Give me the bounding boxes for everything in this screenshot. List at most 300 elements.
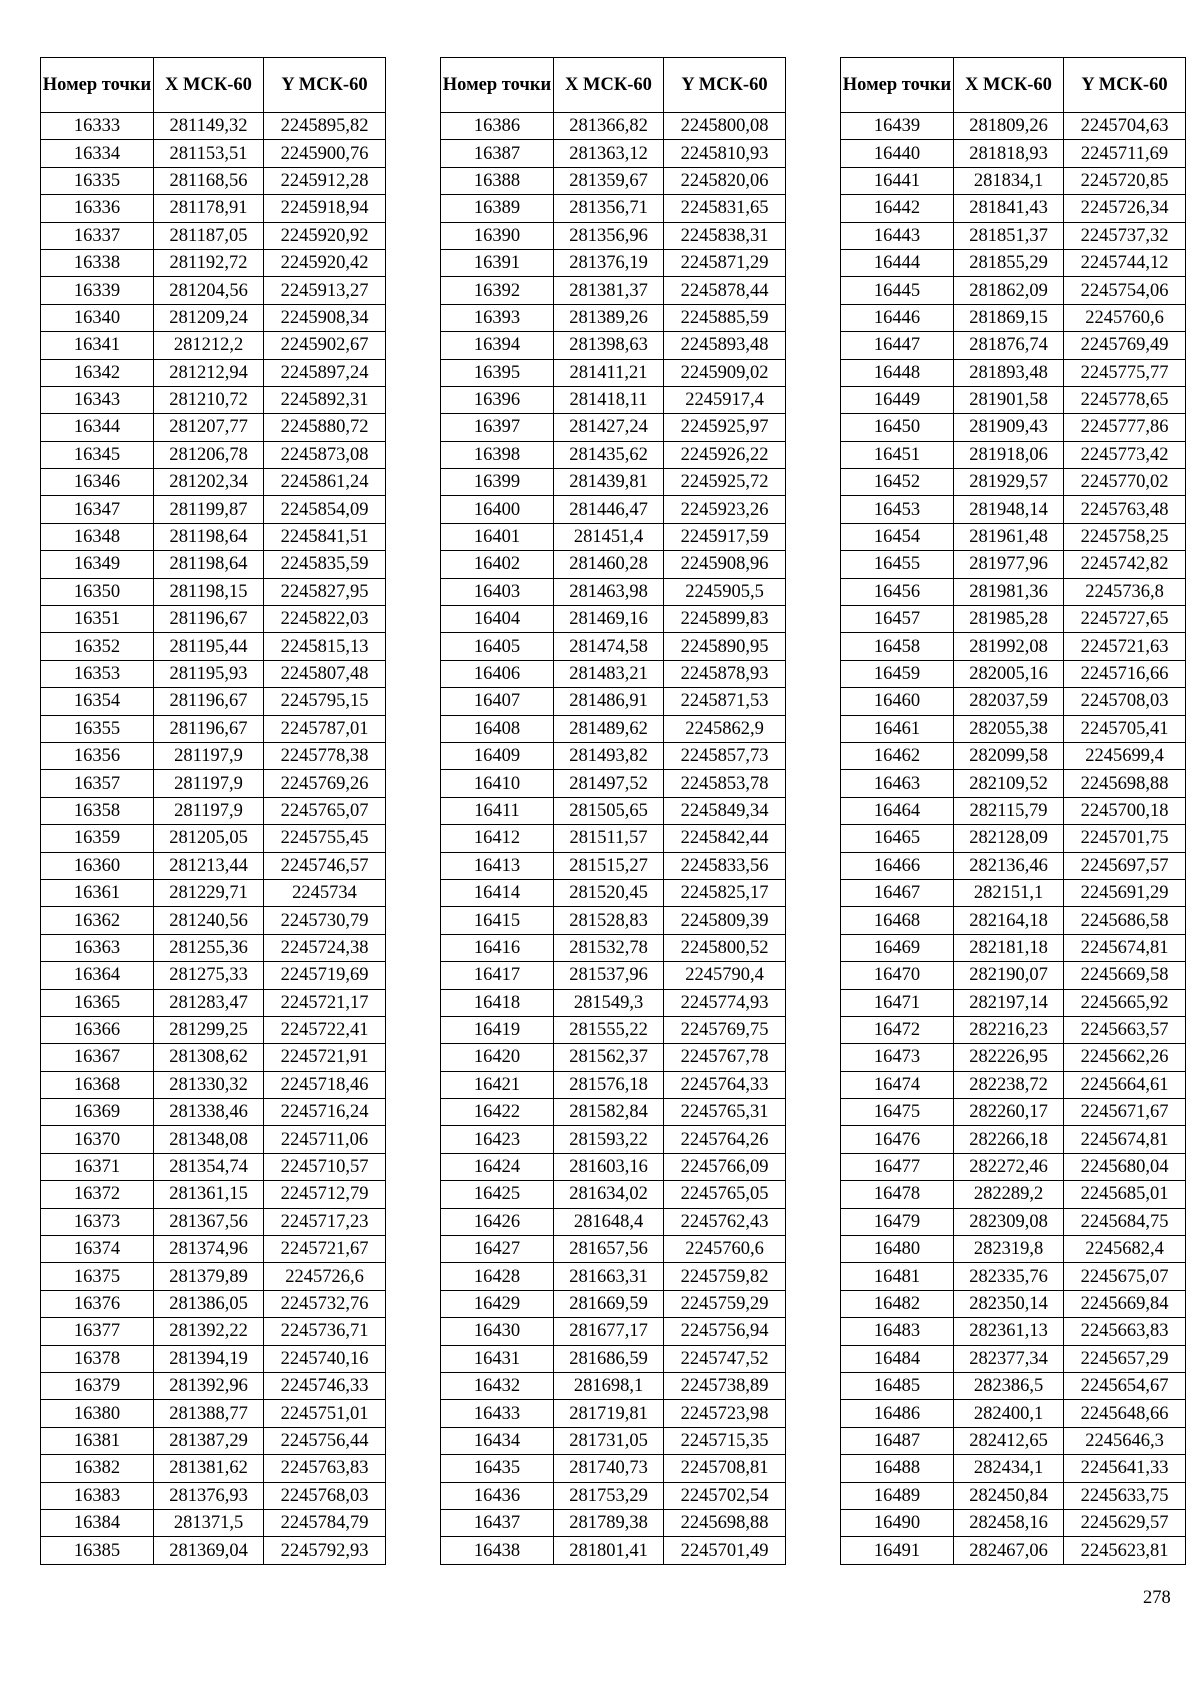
table-row: [441, 167, 786, 194]
point-number-cell: 16418: [441, 989, 554, 1016]
x-coordinate-cell: 281411,21: [554, 359, 664, 386]
y-coordinate-cell: 2245770,02: [1064, 469, 1186, 496]
table-row: [41, 551, 386, 578]
y-coordinate-cell: 2245701,75: [1064, 825, 1186, 852]
y-coordinate-cell: 2245648,66: [1064, 1400, 1186, 1427]
x-coordinate-cell: 282272,46: [954, 1153, 1064, 1180]
table-row: [41, 770, 386, 797]
table-row: [41, 359, 386, 386]
point-number-cell: 16390: [441, 222, 554, 249]
point-number-cell: 16479: [841, 1208, 954, 1235]
table-row: [441, 469, 786, 496]
x-coordinate-cell: 281460,28: [554, 551, 664, 578]
x-coordinate-cell: 282266,18: [954, 1126, 1064, 1153]
y-coordinate-cell: 2245701,49: [664, 1537, 786, 1564]
x-coordinate-cell: 282434,1: [954, 1455, 1064, 1482]
x-coordinate-cell: 282164,18: [954, 907, 1064, 934]
table-row: [441, 1208, 786, 1235]
x-coordinate-cell: 281371,5: [154, 1509, 264, 1536]
y-coordinate-cell: 2245712,79: [264, 1181, 386, 1208]
point-number-cell: 16451: [841, 441, 954, 468]
y-coordinate-cell: 2245912,28: [264, 167, 386, 194]
point-number-cell: 16464: [841, 797, 954, 824]
table-row: [841, 1263, 1186, 1290]
y-coordinate-cell: 2245720,85: [1064, 167, 1186, 194]
point-number-cell: 16365: [41, 989, 154, 1016]
y-coordinate-cell: 2245765,05: [664, 1181, 786, 1208]
x-coordinate-cell: 281493,82: [554, 742, 664, 769]
point-number-cell: 16472: [841, 1016, 954, 1043]
x-coordinate-cell: 281389,26: [554, 304, 664, 331]
point-number-cell: 16485: [841, 1372, 954, 1399]
table-row: [841, 167, 1186, 194]
x-coordinate-cell: 282319,8: [954, 1236, 1064, 1263]
point-number-cell: 16448: [841, 359, 954, 386]
y-coordinate-cell: 2245765,31: [664, 1099, 786, 1126]
x-coordinate-cell: 281992,08: [954, 633, 1064, 660]
table-row: [441, 660, 786, 687]
y-coordinate-cell: 2245756,44: [264, 1427, 386, 1454]
x-coordinate-cell: 281603,16: [554, 1153, 664, 1180]
x-coordinate-header: X МСК-60: [554, 58, 664, 113]
y-coordinate-cell: 2245663,83: [1064, 1318, 1186, 1345]
y-coordinate-cell: 2245717,23: [264, 1208, 386, 1235]
y-coordinate-cell: 2245822,03: [264, 606, 386, 633]
y-coordinate-cell: 2245721,91: [264, 1044, 386, 1071]
y-coordinate-cell: 2245747,52: [664, 1345, 786, 1372]
x-coordinate-cell: 281255,36: [154, 934, 264, 961]
point-number-cell: 16440: [841, 140, 954, 167]
table-row: [41, 1153, 386, 1180]
table-row: [41, 633, 386, 660]
table-row: [41, 606, 386, 633]
y-coordinate-cell: 2245727,65: [1064, 606, 1186, 633]
y-coordinate-cell: 2245633,75: [1064, 1482, 1186, 1509]
point-number-cell: 16484: [841, 1345, 954, 1372]
table-row: [41, 1455, 386, 1482]
y-coordinate-cell: 2245926,22: [664, 441, 786, 468]
y-coordinate-cell: 2245736,71: [264, 1318, 386, 1345]
y-coordinate-cell: 2245764,26: [664, 1126, 786, 1153]
y-coordinate-header: Y МСК-60: [1064, 58, 1186, 113]
y-coordinate-cell: 2245807,48: [264, 660, 386, 687]
table-row: [41, 797, 386, 824]
y-coordinate-cell: 2245908,96: [664, 551, 786, 578]
y-coordinate-cell: 2245734: [264, 879, 386, 906]
point-number-cell: 16399: [441, 469, 554, 496]
x-coordinate-cell: 281669,59: [554, 1290, 664, 1317]
y-coordinate-cell: 2245700,18: [1064, 797, 1186, 824]
table-row: [441, 113, 786, 140]
point-number-cell: 16407: [441, 688, 554, 715]
table-row: [41, 1099, 386, 1126]
table-row: [841, 523, 1186, 550]
x-coordinate-cell: 281168,56: [154, 167, 264, 194]
table-row: [841, 469, 1186, 496]
point-number-cell: 16447: [841, 332, 954, 359]
point-number-cell: 16435: [441, 1455, 554, 1482]
point-number-cell: 16409: [441, 742, 554, 769]
x-coordinate-cell: 281205,05: [154, 825, 264, 852]
y-coordinate-cell: 2245862,9: [664, 715, 786, 742]
x-coordinate-cell: 281418,11: [554, 386, 664, 413]
x-coordinate-cell: 281451,4: [554, 523, 664, 550]
table-row: [41, 1400, 386, 1427]
y-coordinate-cell: 2245773,42: [1064, 441, 1186, 468]
y-coordinate-cell: 2245810,93: [664, 140, 786, 167]
point-number-cell: 16429: [441, 1290, 554, 1317]
table-row: [841, 304, 1186, 331]
x-coordinate-cell: 281435,62: [554, 441, 664, 468]
x-coordinate-cell: 281893,48: [954, 359, 1064, 386]
point-number-cell: 16363: [41, 934, 154, 961]
point-number-cell: 16404: [441, 606, 554, 633]
y-coordinate-cell: 2245671,67: [1064, 1099, 1186, 1126]
x-coordinate-cell: 281520,45: [554, 879, 664, 906]
y-coordinate-cell: 2245899,83: [664, 606, 786, 633]
x-coordinate-cell: 281497,52: [554, 770, 664, 797]
x-coordinate-cell: 281198,64: [154, 551, 264, 578]
table-row: [441, 633, 786, 660]
table-row: [841, 934, 1186, 961]
x-coordinate-cell: 281229,71: [154, 879, 264, 906]
x-coordinate-cell: 282037,59: [954, 688, 1064, 715]
x-coordinate-cell: 282109,52: [954, 770, 1064, 797]
point-number-cell: 16369: [41, 1099, 154, 1126]
x-coordinate-cell: 281210,72: [154, 386, 264, 413]
table-row: [441, 277, 786, 304]
y-coordinate-cell: 2245923,26: [664, 496, 786, 523]
x-coordinate-cell: 282260,17: [954, 1099, 1064, 1126]
y-coordinate-cell: 2245820,06: [664, 167, 786, 194]
table-row: [841, 770, 1186, 797]
x-coordinate-cell: 281197,9: [154, 797, 264, 824]
table-row: [41, 742, 386, 769]
y-coordinate-cell: 2245778,38: [264, 742, 386, 769]
table-row: [441, 742, 786, 769]
table-row: [41, 496, 386, 523]
x-coordinate-cell: 281359,67: [554, 167, 664, 194]
x-coordinate-cell: 281367,56: [154, 1208, 264, 1235]
point-number-cell: 16432: [441, 1372, 554, 1399]
y-coordinate-cell: 2245721,17: [264, 989, 386, 1016]
point-number-cell: 16456: [841, 578, 954, 605]
y-coordinate-cell: 2245841,51: [264, 523, 386, 550]
point-number-cell: 16386: [441, 113, 554, 140]
x-coordinate-cell: 281354,74: [154, 1153, 264, 1180]
table-row: [841, 1044, 1186, 1071]
x-coordinate-cell: 281196,67: [154, 715, 264, 742]
table-row: [41, 1236, 386, 1263]
x-coordinate-cell: 281486,91: [554, 688, 664, 715]
x-coordinate-cell: 281948,14: [954, 496, 1064, 523]
x-coordinate-cell: 281855,29: [954, 249, 1064, 276]
x-coordinate-cell: 282136,46: [954, 852, 1064, 879]
y-coordinate-cell: 2245768,03: [264, 1482, 386, 1509]
point-number-cell: 16375: [41, 1263, 154, 1290]
y-coordinate-cell: 2245831,65: [664, 195, 786, 222]
y-coordinate-cell: 2245769,26: [264, 770, 386, 797]
x-coordinate-cell: 281212,2: [154, 332, 264, 359]
y-coordinate-cell: 2245925,97: [664, 414, 786, 441]
point-number-cell: 16417: [441, 962, 554, 989]
y-coordinate-cell: 2245708,03: [1064, 688, 1186, 715]
point-number-cell: 16450: [841, 414, 954, 441]
x-coordinate-cell: 281299,25: [154, 1016, 264, 1043]
x-coordinate-cell: 281961,48: [954, 523, 1064, 550]
y-coordinate-cell: 2245682,4: [1064, 1236, 1186, 1263]
table-row: [441, 688, 786, 715]
point-number-cell: 16368: [41, 1071, 154, 1098]
y-coordinate-cell: 2245726,34: [1064, 195, 1186, 222]
y-coordinate-cell: 2245795,15: [264, 688, 386, 715]
point-number-cell: 16341: [41, 332, 154, 359]
y-coordinate-cell: 2245909,02: [664, 359, 786, 386]
x-coordinate-cell: 281338,46: [154, 1099, 264, 1126]
y-coordinate-cell: 2245674,81: [1064, 934, 1186, 961]
x-coordinate-cell: 281149,32: [154, 113, 264, 140]
point-number-cell: 16335: [41, 167, 154, 194]
table-row: [841, 578, 1186, 605]
x-coordinate-cell: 282412,65: [954, 1427, 1064, 1454]
point-number-cell: 16348: [41, 523, 154, 550]
y-coordinate-cell: 2245740,16: [264, 1345, 386, 1372]
point-number-cell: 16437: [441, 1509, 554, 1536]
point-number-cell: 16410: [441, 770, 554, 797]
point-number-cell: 16359: [41, 825, 154, 852]
table-header-row: [441, 58, 786, 113]
point-number-cell: 16403: [441, 578, 554, 605]
x-coordinate-cell: 281686,59: [554, 1345, 664, 1372]
page-number: 278: [1143, 1588, 1171, 1608]
table-row: [841, 332, 1186, 359]
y-coordinate-cell: 2245885,59: [664, 304, 786, 331]
table-row: [41, 222, 386, 249]
table-row: [841, 1126, 1186, 1153]
x-coordinate-cell: 281789,38: [554, 1509, 664, 1536]
point-number-cell: 16460: [841, 688, 954, 715]
table-row: [841, 715, 1186, 742]
point-number-cell: 16383: [41, 1482, 154, 1509]
table-row: [841, 797, 1186, 824]
x-coordinate-cell: 281394,19: [154, 1345, 264, 1372]
point-number-cell: 16428: [441, 1263, 554, 1290]
y-coordinate-cell: 2245699,4: [1064, 742, 1186, 769]
x-coordinate-cell: 282289,2: [954, 1181, 1064, 1208]
point-number-cell: 16370: [41, 1126, 154, 1153]
point-number-cell: 16333: [41, 113, 154, 140]
point-number-cell: 16444: [841, 249, 954, 276]
x-coordinate-cell: 282197,14: [954, 989, 1064, 1016]
table-row: [41, 195, 386, 222]
table-row: [41, 1071, 386, 1098]
table-row: [41, 1263, 386, 1290]
point-number-cell: 16438: [441, 1537, 554, 1564]
point-number-cell: 16455: [841, 551, 954, 578]
x-coordinate-cell: 281198,15: [154, 578, 264, 605]
table-row: [841, 825, 1186, 852]
y-coordinate-cell: 2245878,93: [664, 660, 786, 687]
table-row: [441, 907, 786, 934]
table-row: [841, 1427, 1186, 1454]
x-coordinate-cell: 281809,26: [954, 113, 1064, 140]
y-coordinate-cell: 2245913,27: [264, 277, 386, 304]
point-number-cell: 16474: [841, 1071, 954, 1098]
table-row: [441, 1482, 786, 1509]
x-coordinate-cell: 281841,43: [954, 195, 1064, 222]
y-coordinate-header: Y МСК-60: [664, 58, 786, 113]
y-coordinate-cell: 2245917,4: [664, 386, 786, 413]
y-coordinate-cell: 2245774,93: [664, 989, 786, 1016]
point-number-cell: 16358: [41, 797, 154, 824]
point-number-cell: 16477: [841, 1153, 954, 1180]
x-coordinate-cell: 282238,72: [954, 1071, 1064, 1098]
x-coordinate-cell: 281207,77: [154, 414, 264, 441]
y-coordinate-cell: 2245744,12: [1064, 249, 1186, 276]
table-row: [441, 578, 786, 605]
table-row: [841, 1345, 1186, 1372]
point-number-cell: 16443: [841, 222, 954, 249]
y-coordinate-cell: 2245895,82: [264, 113, 386, 140]
x-coordinate-cell: 282216,23: [954, 1016, 1064, 1043]
x-coordinate-cell: 282005,16: [954, 660, 1064, 687]
y-coordinate-cell: 2245854,09: [264, 496, 386, 523]
y-coordinate-cell: 2245769,49: [1064, 332, 1186, 359]
y-coordinate-cell: 2245657,29: [1064, 1345, 1186, 1372]
x-coordinate-cell: 281376,19: [554, 249, 664, 276]
y-coordinate-cell: 2245746,57: [264, 852, 386, 879]
table-row: [441, 934, 786, 961]
x-coordinate-cell: 281361,15: [154, 1181, 264, 1208]
point-number-cell: 16356: [41, 742, 154, 769]
point-number-cell: 16461: [841, 715, 954, 742]
table-row: [441, 852, 786, 879]
point-number-cell: 16449: [841, 386, 954, 413]
y-coordinate-cell: 2245833,56: [664, 852, 786, 879]
y-coordinate-cell: 2245738,89: [664, 1372, 786, 1399]
table-row: [41, 414, 386, 441]
point-number-cell: 16411: [441, 797, 554, 824]
y-coordinate-cell: 2245893,48: [664, 332, 786, 359]
x-coordinate-cell: 281505,65: [554, 797, 664, 824]
table-row: [41, 1509, 386, 1536]
point-number-cell: 16374: [41, 1236, 154, 1263]
y-coordinate-cell: 2245763,48: [1064, 496, 1186, 523]
table-row: [841, 1537, 1186, 1564]
table-row: [441, 962, 786, 989]
x-coordinate-cell: 282458,16: [954, 1509, 1064, 1536]
point-number-cell: 16379: [41, 1372, 154, 1399]
table-row: [41, 277, 386, 304]
x-coordinate-cell: 281209,24: [154, 304, 264, 331]
table-row: [841, 962, 1186, 989]
x-coordinate-cell: 281275,33: [154, 962, 264, 989]
y-coordinate-cell: 2245711,06: [264, 1126, 386, 1153]
point-number-cell: 16459: [841, 660, 954, 687]
point-number-cell: 16415: [441, 907, 554, 934]
point-number-cell: 16345: [41, 441, 154, 468]
y-coordinate-cell: 2245698,88: [664, 1509, 786, 1536]
table-row: [41, 441, 386, 468]
point-number-cell: 16463: [841, 770, 954, 797]
point-number-cell: 16467: [841, 879, 954, 906]
x-coordinate-cell: 281483,21: [554, 660, 664, 687]
coordinates-table-3: [840, 57, 1186, 1565]
table-row: [41, 1208, 386, 1235]
y-coordinate-cell: 2245775,77: [1064, 359, 1186, 386]
table-row: [441, 496, 786, 523]
y-coordinate-cell: 2245760,6: [664, 1236, 786, 1263]
x-coordinate-cell: 281834,1: [954, 167, 1064, 194]
x-coordinate-cell: 281562,37: [554, 1044, 664, 1071]
y-coordinate-cell: 2245698,88: [1064, 770, 1186, 797]
table-row: [441, 1263, 786, 1290]
y-coordinate-cell: 2245722,41: [264, 1016, 386, 1043]
y-coordinate-cell: 2245737,32: [1064, 222, 1186, 249]
table-row: [41, 688, 386, 715]
table-row: [441, 1290, 786, 1317]
point-number-cell: 16453: [841, 496, 954, 523]
point-number-cell: 16473: [841, 1044, 954, 1071]
y-coordinate-cell: 2245890,95: [664, 633, 786, 660]
point-number-cell: 16465: [841, 825, 954, 852]
table-row: [841, 222, 1186, 249]
x-coordinate-cell: 281356,71: [554, 195, 664, 222]
x-coordinate-cell: 281197,9: [154, 742, 264, 769]
table-row: [841, 277, 1186, 304]
x-coordinate-cell: 282377,34: [954, 1345, 1064, 1372]
y-coordinate-cell: 2245721,67: [264, 1236, 386, 1263]
x-coordinate-cell: 282467,06: [954, 1537, 1064, 1564]
x-coordinate-cell: 281348,08: [154, 1126, 264, 1153]
y-coordinate-cell: 2245664,61: [1064, 1071, 1186, 1098]
table-row: [441, 879, 786, 906]
x-coordinate-cell: 281663,31: [554, 1263, 664, 1290]
table-row: [41, 1044, 386, 1071]
point-number-header: Номер точки: [441, 58, 554, 113]
y-coordinate-cell: 2245669,58: [1064, 962, 1186, 989]
point-number-cell: 16373: [41, 1208, 154, 1235]
x-coordinate-header: X МСК-60: [154, 58, 264, 113]
table-row: [841, 907, 1186, 934]
x-coordinate-cell: 281388,77: [154, 1400, 264, 1427]
table-row: [841, 1071, 1186, 1098]
point-number-cell: 16446: [841, 304, 954, 331]
table-row: [441, 1071, 786, 1098]
x-coordinate-cell: 281387,29: [154, 1427, 264, 1454]
table-row: [841, 742, 1186, 769]
point-number-cell: 16480: [841, 1236, 954, 1263]
y-coordinate-cell: 2245925,72: [664, 469, 786, 496]
point-number-cell: 16424: [441, 1153, 554, 1180]
x-coordinate-cell: 281363,12: [554, 140, 664, 167]
table-row: [41, 1537, 386, 1564]
y-coordinate-cell: 2245766,09: [664, 1153, 786, 1180]
table-row: [841, 386, 1186, 413]
x-coordinate-cell: 281511,57: [554, 825, 664, 852]
x-coordinate-cell: 281918,06: [954, 441, 1064, 468]
x-coordinate-cell: 281153,51: [154, 140, 264, 167]
point-number-cell: 16439: [841, 113, 954, 140]
y-coordinate-cell: 2245784,79: [264, 1509, 386, 1536]
y-coordinate-cell: 2245853,78: [664, 770, 786, 797]
point-number-cell: 16441: [841, 167, 954, 194]
x-coordinate-cell: 281366,82: [554, 113, 664, 140]
y-coordinate-cell: 2245721,63: [1064, 633, 1186, 660]
x-coordinate-cell: 281876,74: [954, 332, 1064, 359]
x-coordinate-cell: 281515,27: [554, 852, 664, 879]
table-row: [41, 1318, 386, 1345]
